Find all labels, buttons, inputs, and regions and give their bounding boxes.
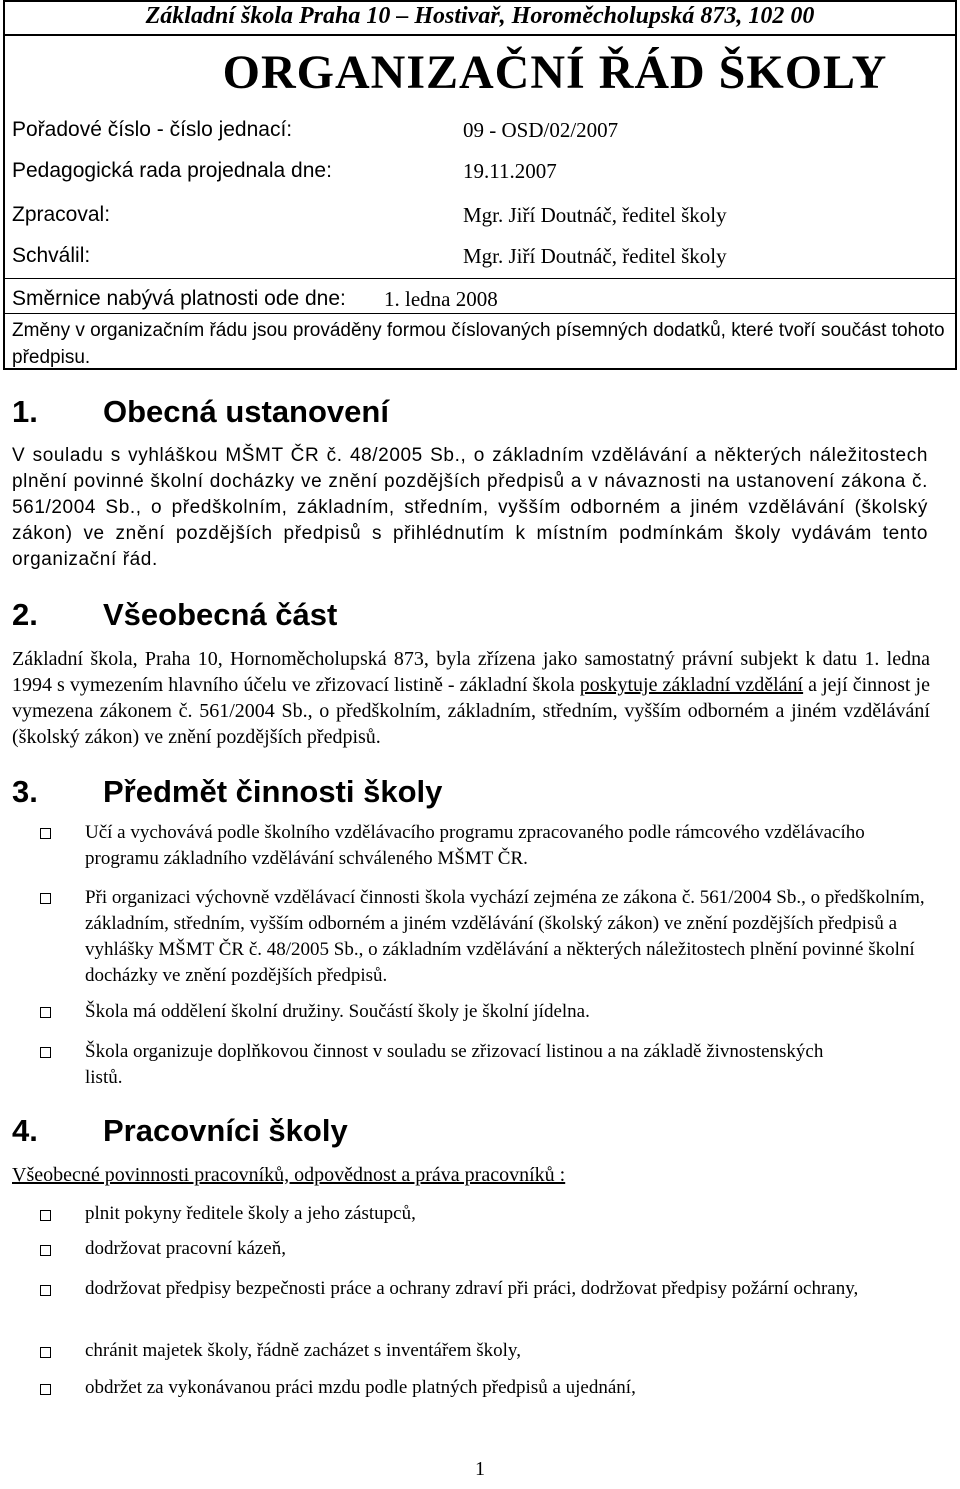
section-1-text: V souladu s vyhláškou MŠMT ČR č. 48/2005 Sb., o základním vzdělávání a některých náležitostech plnění povinné školní docházky ve znění pozdějších předpisů a v návaznosti na ustanovení zákona č. 561/2004 Sb., o předškolním, základním, středním, vyšším odborném a jiném vzdělávání (školský zákon) ve znění pozdějších předpisů s přihlédnutím k místním podmínkám školy vydávám tento organizační řád. — [12, 445, 928, 570]
meta-label-pedagogical-council: Pedagogická rada projednala dne: — [12, 159, 332, 182]
section-4-bullet-4: chránit majetek školy, řádně zacházet s inventářem školy, — [85, 1340, 521, 1361]
section-2-text — [12, 646, 930, 750]
meta-value-approved-by: Mgr. Jiří Doutnáč, ředitel školy — [463, 244, 727, 268]
checkbox-bullet-icon — [40, 1384, 51, 1395]
section-3-bullet-2: Při organizaci výchovně vzdělávací činnosti škola vychází zejména ze zákona č. 561/2004 Sb., o předškolním, základním, středním, vyšším odborném a jiném vzdělávání (školský zákon) ve znění pozdějších předpisů a vyhlášky MŠMT ČR č. 48/2005 Sb., o základním vzdělávání a některých náležitostech plnění povinné školní docházky ve znění pozdějších předpisů. — [85, 887, 925, 986]
section-2-text-underlined: poskytuje základní vzdělání — [579, 674, 804, 696]
meta-label-effective-date: Směrnice nabývá platnosti ode dne: — [12, 287, 346, 310]
checkbox-bullet-icon — [40, 828, 51, 839]
section-2-text-before: Základní škola, Praha 10, Hornoměcholupská 873, byla zřízena jako samostatný právní subjekt k datu 1. ledna 1994 s vymezením hlavního účelu ve zřizovací listině - základní škola — [12, 648, 930, 696]
section-4-subtitle: Všeobecné povinnosti pracovníků, odpovědnost a práva pracovníků : — [12, 1164, 566, 1186]
checkbox-bullet-icon — [40, 1347, 51, 1358]
section-4-bullet-5: obdržet za vykonávanou práci mzdu podle platných předpisů a ujednání, — [85, 1377, 636, 1398]
school-name: Základní škola Praha 10 – Hostivař, Horoměcholupská 873, 102 00 — [145, 3, 815, 29]
header-divider-changes — [3, 313, 957, 314]
section-4-bullet-2: dodržovat pracovní kázeň, — [85, 1238, 286, 1259]
meta-label-approved-by: Schválil: — [12, 244, 91, 267]
meta-label-prepared-by: Zpracoval: — [12, 203, 111, 226]
checkbox-bullet-icon — [40, 1245, 51, 1256]
section-3-title: Předmět činnosti školy — [103, 774, 443, 809]
checkbox-bullet-icon — [40, 1047, 51, 1058]
checkbox-bullet-icon — [40, 1285, 51, 1296]
section-3-bullet-3: Škola má oddělení školní družiny. Součástí školy je školní jídelna. — [85, 1001, 590, 1022]
section-4-bullet-1: plnit pokyny ředitele školy a jeho zástupců, — [85, 1203, 416, 1224]
checkbox-bullet-icon — [40, 893, 51, 904]
section-3-bullet-4: Škola organizuje doplňkovou činnost v souladu se zřizovací listinou a na základě živnostenských listů. — [85, 1041, 824, 1088]
meta-value-reference-number: 09 - OSD/02/2007 — [463, 118, 619, 142]
section-4-title: Pracovníci školy — [103, 1113, 348, 1148]
header-divider-effective — [3, 278, 957, 279]
changes-note: Změny v organizačním řádu jsou prováděny formou číslovaných písemných dodatků, které tvoří součást tohoto předpisu. — [12, 320, 945, 368]
section-1-title: Obecná ustanovení — [103, 394, 389, 429]
section-2-text-after: a její činnost je vymezena zákonem č. 561/2004 Sb., o předškolním, základním, středním, vyšším odborném a jiném vzdělávání (školský zákon) ve znění pozdějších předpisů. — [12, 674, 930, 748]
section-4-number: 4. — [12, 1113, 38, 1148]
section-3-bullet-1: Učí a vychovává podle školního vzdělávacího programu zpracovaného podle rámcového vzdělávacího programu základního vzdělávání schváleného MŠMT ČR. — [85, 822, 865, 869]
page-number: 1 — [475, 1458, 485, 1480]
header-divider — [3, 34, 957, 36]
section-4-bullet-3: dodržovat předpisy bezpečnosti práce a ochrany zdraví při práci, dodržovat předpisy požární ochrany, — [85, 1278, 859, 1299]
document-title: ORGANIZAČNÍ ŘÁD ŠKOLY — [222, 46, 888, 99]
section-2-title: Všeobecná část — [103, 597, 338, 632]
checkbox-bullet-icon — [40, 1007, 51, 1018]
checkbox-bullet-icon — [40, 1210, 51, 1221]
meta-value-effective-date: 1. ledna 2008 — [384, 287, 498, 311]
meta-value-pedagogical-council: 19.11.2007 — [463, 159, 557, 183]
meta-label-reference-number: Pořadové číslo - číslo jednací: — [12, 118, 293, 141]
section-2-number: 2. — [12, 597, 38, 632]
meta-value-prepared-by: Mgr. Jiří Doutnáč, ředitel školy — [463, 203, 727, 227]
section-3-number: 3. — [12, 774, 38, 809]
section-1-number: 1. — [12, 394, 38, 429]
